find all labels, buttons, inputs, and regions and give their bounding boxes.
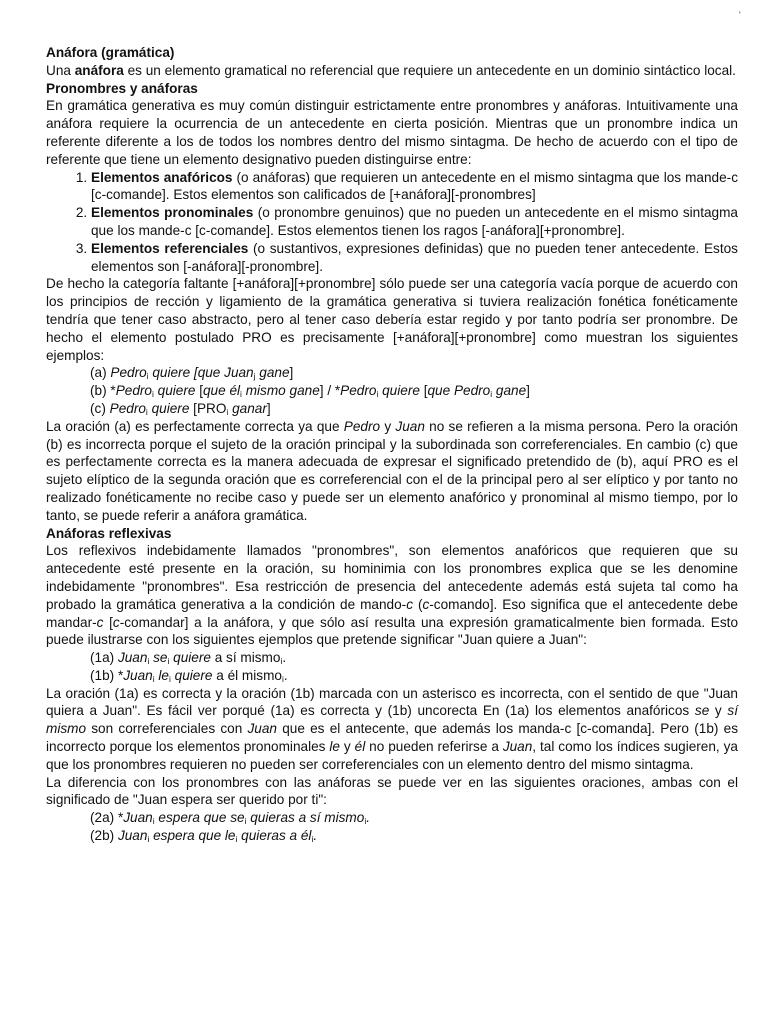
paragraph-difference: La diferencia con los pronombres con las anáforas se puede ver en las siguientes oraciones, ambas con el significado de "Juan espera ser querido por ti": [46,774,738,808]
paragraph-intro: En gramática generativa es muy común distinguir estrictamente entre pronombres y anáforas. Intuitivamente una anáfora requiere la ocurrencia de un antecedente en cierta posición. Mientras que un pronombre indica un referente diferente a los de todos los nombres dentro del mismo sintagma. De hecho de acuerdo con el tipo de referente que tiene un elemento designativo pueden distinguirse entre: [46,98,738,167]
page-mark: ' [739,10,741,20]
paragraph-definition: Una anáfora es un elemento gramatical no referencial que requiere un antecedente en un dominio sintáctico local. [46,62,736,78]
paragraph-comparison: La oración (1a) es correcta y la oración (1b) marcada con un asterisco es incorrecta, con el sentido de que "Juan quiera a Juan". Es fácil ver porqué (1a) es correcta y (1b) uncorecta En (1a) los elementos anafóricos se y sí mismo son correferenciales con Juan que es el antecente, que además los manda-c [c-comanda]. Pero (1b) es incorrecto porque los elementos pronominales le y él no pueden referirse a Juan, tal como los índices sugieren, ya que los pronombres requieren no pueden ser correferenciales con un elemento dentro del mismo sintagma. [46,685,738,772]
example-2b: (2b) Juan$_i$ espera que $le_i$ quieras a $él_i$. [90,828,318,845]
list-item: 2. Elementos pronominales (o pronombre genuinos) que no pueden un antecedente en el mismo sintagma que los mande-c [c-comande]. Estos elementos tienen los ragos [-anáfora][+pronombre]. [91,204,738,240]
element-types-list [46,169,738,276]
list-item: 1. Elementos anafóricos (o anáforas) que requieren un antecedente en el mismo sintagma que los mande-c [c-comande]. Estos elementos son calificados de [+anáfora][-pronombres] [91,169,738,205]
section-title-pronombres: Pronombres y anáforas [46,80,198,96]
section-title-anafora: Anáfora (gramática) [46,45,175,60]
list-item: 3. Elementos referenciales (o sustantivos, expresiones definidas) que no pueden tener antecedente. Estos elementos son [-anáfora][-pronombre]. [91,240,738,276]
example-a: (a) Pedro$_i$ quiere [que Juan$_j$ gane] [90,365,294,382]
paragraph-analysis: La oración (a) es perfectamente correcta ya que Pedro y Juan no se refieren a la misma persona. Pero la oración (b) es incorrecta porque el sujeto de la oración principal y la subordinada son correferenciales. En cambio (c) que es perfectamente correcta es la manera adecuada de expresar el significado pretendido de (b), aquí PRO es el sujeto elíptico de la segunda oración que es correferencial con el de la principal pero al ser elíptico y por tanto no realizado fonéticamente no recibe caso y puede ser un elemento anafórico y pronominal al mismo tiempo, por lo tanto, se puede referir a anáfora gramática. [46,418,738,523]
example-1b: (1b) *Juan$_i$ $le_i$ quiere a él mismo$_i$. [90,667,288,684]
paragraph-reflexivos: Los reflexivos indebidamente llamados "pronombres", son elementos anafóricos que requieren que su antecedente esté presente en la oración, su hominimia con los pronombres explica que se les denomine indebidamente "pronombres". Esa restricción de presencia del antecedente además está sujeta tal como ha probado la gramática generativa a la condición de mando-c (c-comando]. Eso significa que el antecedente debe mandar-c [c-comandar] a la anáfora, y que sólo así resulta una expresión gramaticalmente bien formada. Esto puede ilustrarse con los siguientes ejemplos que pretende significar "Juan quiere a Juan": [46,543,738,648]
example-c: (c) Pedro$_i$ quiere [$PRO_i$ ganar] [90,400,271,417]
section-title-reflexivas: Anáforas reflexivas [46,525,172,541]
example-b: (b) *Pedro$_i$ quiere [que $él_i$ mismo gane] / *Pedro$_i$ quiere [que Pedro$_i$ gane] [90,383,530,400]
example-2a: (2a) *Juan$_i$ espera que $se_i$ quieras a sí mismo$_i$. [90,810,370,827]
example-1a: (1a) Juan$_i$ $se_i$ quiere a sí mismo$_i$. [90,650,287,667]
paragraph-pro: De hecho la categoría faltante [+anáfora][+pronombre] sólo puede ser una categoría vacía porque de acuerdo con los principios de rección y ligamiento de la gramática generativa si tuviera realización fonética fonéticamente tendría que tener caso abstracto, pero al tener caso debería estar regido y por tanto podría ser pronombre. De hecho el elemento postulado PRO es precisamente [+anáfora][+pronombre] como muestran los siguientes ejemplos: [46,276,738,363]
document-page [46,44,738,845]
